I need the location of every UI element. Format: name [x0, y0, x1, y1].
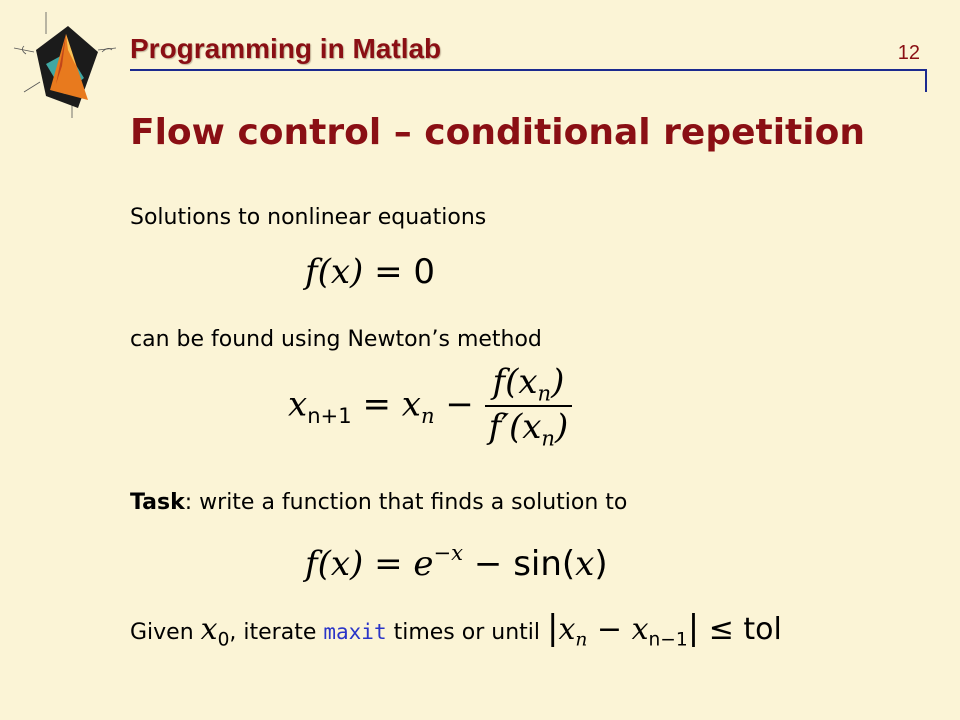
eq2-xn: x: [401, 384, 421, 425]
task-label: Task: [130, 490, 185, 515]
cond-xn1-sub: n−1: [648, 629, 688, 651]
eq3-lhs: f(x) = e: [305, 543, 434, 584]
eq2-num-sub: n: [537, 380, 552, 406]
given-x-sub: 0: [217, 629, 230, 651]
eq2-numerator: [485, 362, 573, 405]
eq2-xn-sub: n: [420, 402, 435, 428]
maxit-code: maxit: [323, 620, 387, 644]
text-nonlinear-equations: Solutions to nonlinear equations: [130, 205, 487, 230]
cond-xn1: x: [631, 612, 649, 647]
eq1-lhs: f(x): [305, 252, 364, 292]
header-title: Programming in Matlab: [130, 33, 442, 64]
eq2-den-text: f′(x: [488, 407, 542, 448]
eq1-rhs: = 0: [374, 252, 436, 292]
given-word: Given: [130, 620, 201, 645]
eq2-num-text: f(x: [492, 362, 538, 402]
equation-task-function: [305, 540, 608, 584]
task-description: : write a function that finds a solution to: [184, 490, 628, 515]
eq2-minus: −: [445, 384, 474, 425]
eq3-x: x: [575, 543, 595, 584]
header-rule-corner: [925, 69, 927, 92]
eq2-num-close: ): [551, 362, 565, 402]
given-x0: [200, 612, 230, 651]
cond-tol: tol: [743, 612, 782, 647]
text-newtons-method: can be found using Newton’s method: [130, 327, 542, 352]
cond-minus: −: [587, 612, 632, 647]
eq3-sin: sin(: [513, 543, 576, 584]
stopping-condition: [546, 608, 782, 651]
given-line: [130, 608, 782, 651]
eq2-fraction: [485, 362, 573, 451]
slide-title: Flow control – conditional repetition: [130, 112, 865, 153]
equation-newton-iteration: [288, 362, 572, 451]
cond-xn: x: [558, 612, 576, 647]
eq3-exponent: −x: [433, 540, 464, 565]
cond-bar-close: |: [687, 608, 700, 648]
given-x: x: [200, 612, 218, 647]
eq2-den-sub: n: [541, 425, 555, 451]
cond-xn-sub: n: [575, 629, 588, 651]
eq2-lhs-sub: n+1: [307, 402, 352, 428]
given-mid: , iterate: [229, 620, 324, 645]
eq2-lhs: x: [288, 384, 308, 425]
eq2-den-close: ): [554, 407, 569, 448]
eq2-denominator: [485, 405, 573, 450]
matlab-logo-icon: [6, 4, 124, 124]
header-rule: [130, 69, 927, 71]
given-after: times or until: [386, 620, 547, 645]
page-number: 12: [897, 42, 920, 64]
equation-fx-equals-zero: [305, 252, 435, 292]
eq3-minus: −: [473, 543, 514, 584]
eq2-equals: =: [362, 384, 391, 425]
task-line: [130, 490, 627, 515]
cond-bar-open: |: [546, 608, 559, 648]
eq3-close: ): [594, 543, 608, 584]
cond-le: ≤: [699, 612, 744, 647]
